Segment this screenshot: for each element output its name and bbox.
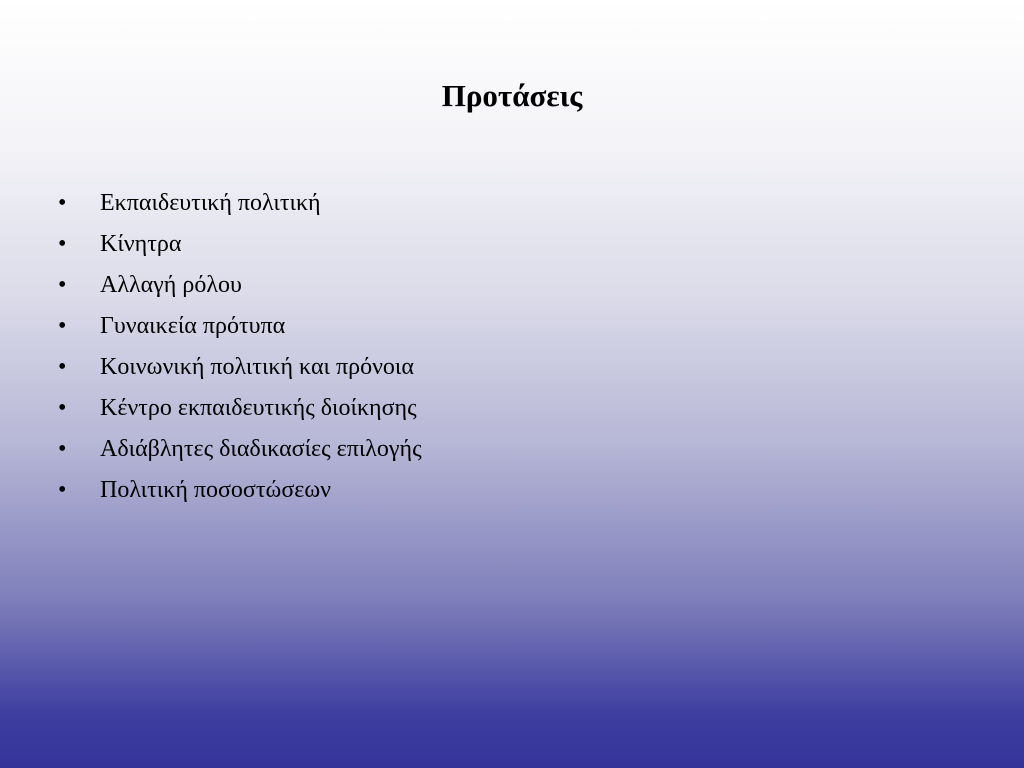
bullet-text: Αδιάβλητες διαδικασίες επιλογής [100, 436, 422, 462]
bullet-text: Πολιτική ποσοστώσεων [100, 477, 331, 503]
bullet-text: Εκπαιδευτική πολιτική [100, 190, 321, 216]
bullet-icon: • [58, 354, 67, 380]
bullet-icon: • [58, 272, 67, 298]
slide-title: Προτάσεις [441, 78, 583, 113]
bullet-text: Γυναικεία πρότυπα [100, 313, 286, 339]
bullet-icon: • [58, 190, 67, 216]
bullet-text: Κοινωνική πολιτική και πρόνοια [100, 354, 414, 380]
bullet-icon: • [58, 477, 67, 503]
bullet-text: Κέντρο εκπαιδευτικής διοίκησης [100, 395, 417, 421]
bullet-text: Κίνητρα [100, 231, 182, 257]
bullet-icon: • [58, 313, 67, 339]
bullet-icon: • [58, 231, 67, 257]
bullet-text: Αλλαγή ρόλου [100, 272, 242, 298]
bullet-icon: • [58, 436, 67, 462]
bullet-icon: • [58, 395, 67, 421]
